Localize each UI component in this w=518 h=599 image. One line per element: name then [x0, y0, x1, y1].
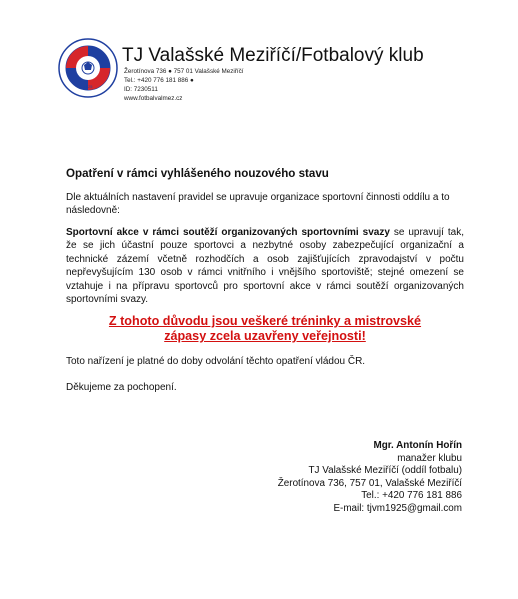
- warning-line-1: Z tohoto důvodu jsou veškeré tréninky a mistrovské: [108, 314, 422, 328]
- club-address: Žerotínova 736 ● 757 01 Valašské Meziříčí: [124, 68, 244, 75]
- club-id: ID: 7230511: [124, 86, 158, 93]
- signature-phone: Tel.: +420 776 181 886: [361, 490, 462, 502]
- rule-paragraph: [66, 226, 464, 306]
- signature-org: TJ Valašské Meziříčí (oddíl fotbalu): [308, 465, 462, 477]
- signature-email[interactable]: E-mail: tjvm1925@gmail.com: [333, 502, 462, 514]
- logo-year: 1925: [83, 84, 93, 89]
- warning-notice: [66, 314, 464, 344]
- warning-line-2: zápasy zcela uzavřeny veřejnosti!: [164, 329, 366, 343]
- club-phone: Tel.: +420 776 181 886 ●: [124, 77, 194, 84]
- club-logo: [58, 38, 118, 98]
- rule-bold-text: Sportovní akce v rámci soutěží organizovaných sportovními svazy: [66, 227, 390, 238]
- signature-block: [278, 440, 462, 516]
- validity-paragraph: Toto nařízení je platné do doby odvolání těchto opatření vládou ČR.: [66, 356, 366, 367]
- intro-paragraph: Dle aktuálních nastavení pravidel se upravuje organizace sportovní činnosti oddílu a to následovně:: [66, 192, 450, 217]
- thanks-paragraph: Děkujeme za pochopení.: [66, 382, 177, 393]
- signature-name: Mgr. Antonín Hořín: [373, 440, 462, 451]
- signature-role: manažer klubu: [397, 452, 462, 464]
- signature-address: Žerotínova 736, 757 01, Valašské Meziříčí: [277, 477, 462, 489]
- rule-text: se upravují tak, že se jich účastní pouze sportovci a nezbytné osoby zabezpečující organizační a technické zázemí včetně rozhodčích a osob zajišťujících zpravodajství v počtu nepřevyšujícím 130 osob v rámci vnitřního i vnějšího sportoviště; stejné omezení se vztahuje i na přípravu sportovců pro sportovní akce v rámci soutěží organizovaných sportovními svazy.: [66, 227, 465, 306]
- club-website[interactable]: www.fotbalvalmez.cz: [124, 95, 183, 102]
- club-title: TJ Valašské Meziříčí/Fotbalový klub: [122, 45, 424, 66]
- letter-heading: Opatření v rámci vyhlášeného nouzového stavu: [66, 167, 329, 180]
